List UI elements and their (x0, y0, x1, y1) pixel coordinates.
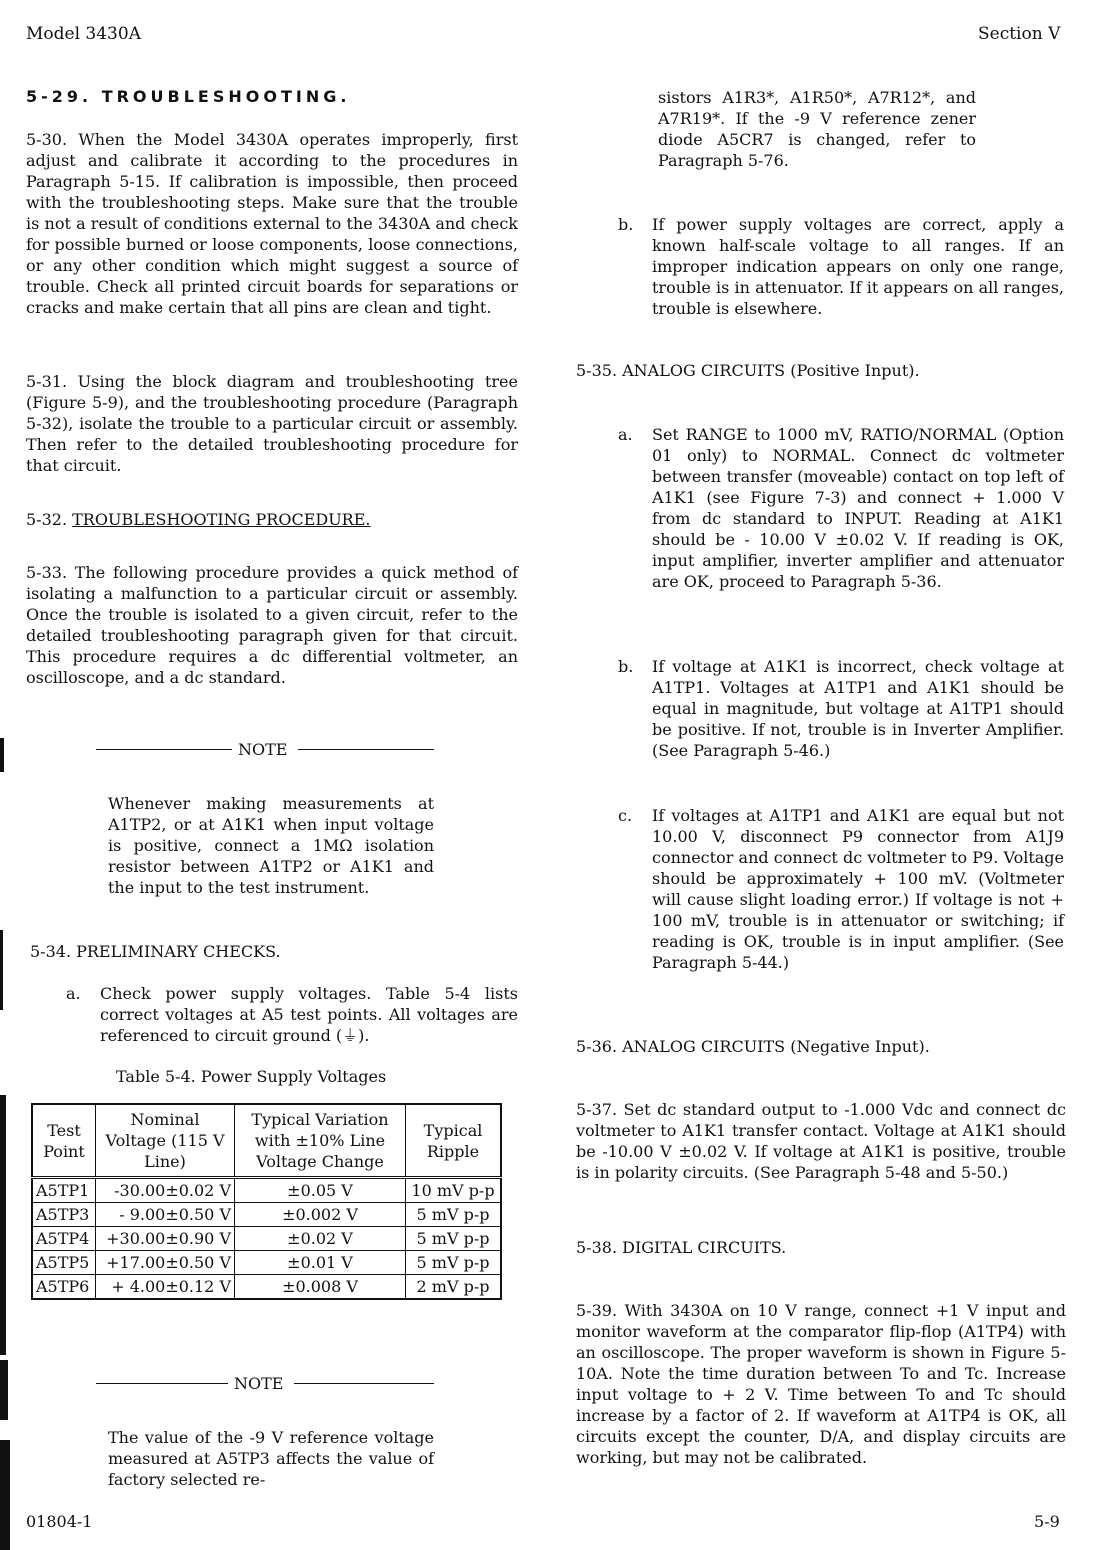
list-label-b: b. (618, 215, 634, 234)
cell-nominal-voltage: +30.00±0.90 V (96, 1227, 235, 1251)
section-heading-troubleshooting: 5-29. TROUBLESHOOTING. (26, 87, 351, 106)
cell-ripple: 10 mV p-p (406, 1178, 502, 1203)
note-label: NOTE (238, 740, 288, 759)
note-label: NOTE (234, 1374, 284, 1393)
cell-nominal-voltage: -30.00±0.02 V (96, 1178, 235, 1203)
table-row (32, 1178, 501, 1203)
note-rule-left (96, 1383, 228, 1384)
cell-variation: ±0.05 V (235, 1178, 406, 1203)
cell-variation: ±0.01 V (235, 1251, 406, 1275)
cell-ripple: 5 mV p-p (406, 1227, 502, 1251)
heading-number: 5-32. (26, 510, 68, 529)
list-label-a: a. (618, 425, 633, 444)
heading-digital-circuits: 5-38. DIGITAL CIRCUITS. (576, 1238, 787, 1257)
heading-analog-positive: 5-35. ANALOG CIRCUITS (Positive Input). (576, 361, 920, 380)
power-supply-voltage-table (31, 1103, 502, 1300)
heading-troubleshooting-procedure (26, 509, 371, 530)
item-a-power-supply: Check power supply voltages. Table 5-4 lists correct voltages at A5 test points. All voltages are referenced to circuit ground (⏚). (100, 984, 518, 1045)
table-row (32, 1251, 501, 1275)
paragraph-5-39: 5-39. With 3430A on 10 V range, connect +1 V input and monitor waveform at the comparator flip-flop (A1TP4) with an oscilloscope. The proper waveform is shown in Figure 5-10A. Note the time duration between To and Tc. Increase input voltage to + 2 V. Time between To and Tc should increase by a factor of 2. If waveform at A1TP4 is OK, all circuits except the counter, D/A, and display circuits are working, but may not be calibrated. (576, 1301, 1066, 1467)
cell-nominal-voltage: + 4.00±0.12 V (96, 1275, 235, 1300)
item-c-disconnect-p9: If voltages at A1TP1 and A1K1 are equal but not 10.00 V, disconnect P9 connector from A1J9 connector and connect dc voltmeter to P9. Voltage should be approximately + 100 mV. (Voltmeter will cause slight loading error.) If voltage is not + 100 mV, trouble is in attenuator or switching; if reading is OK, trouble is in input amplifier. (See Paragraph 5-44.) (652, 806, 1064, 972)
table-header-row (32, 1104, 501, 1178)
note-rule-right (298, 749, 434, 750)
page-header-model: Model 3430A (26, 24, 141, 44)
scan-margin-mark (0, 1360, 8, 1420)
col-header-typical-variation: Typical Variation with ±10% Line Voltage Change (235, 1104, 406, 1178)
page-header-section: Section V (978, 24, 1061, 44)
scan-margin-mark (0, 1095, 6, 1355)
cell-ripple: 5 mV p-p (406, 1251, 502, 1275)
scan-margin-mark (0, 1440, 10, 1550)
cell-ripple: 2 mV p-p (406, 1275, 502, 1300)
note-text-continued: sistors A1R3*, A1R50*, A7R12*, and A7R19*. If the -9 V reference zener diode A5CR7 is changed, refer to Paragraph 5-76. (658, 88, 976, 170)
note-text-reference-voltage: The value of the -9 V reference voltage measured at A5TP3 affects the value of factory selected re- (108, 1428, 434, 1489)
table-row (32, 1227, 501, 1251)
heading-preliminary-checks: 5-34. PRELIMINARY CHECKS. (30, 942, 281, 961)
note-rule-right (294, 1383, 434, 1384)
cell-test-point: A5TP4 (32, 1227, 96, 1251)
col-header-typical-ripple: Typical Ripple (406, 1104, 502, 1178)
cell-variation: ±0.008 V (235, 1275, 406, 1300)
cell-test-point: A5TP6 (32, 1275, 96, 1300)
cell-ripple: 5 mV p-p (406, 1203, 502, 1227)
heading-analog-negative: 5-36. ANALOG CIRCUITS (Negative Input). (576, 1037, 930, 1056)
scan-margin-mark (0, 930, 3, 1010)
cell-variation: ±0.02 V (235, 1227, 406, 1251)
cell-nominal-voltage: +17.00±0.50 V (96, 1251, 235, 1275)
list-label-a: a. (66, 984, 81, 1003)
cell-test-point: A5TP5 (32, 1251, 96, 1275)
cell-test-point: A5TP1 (32, 1178, 96, 1203)
item-a-set-range: Set RANGE to 1000 mV, RATIO/NORMAL (Option 01 only) to NORMAL. Connect dc voltmeter between transfer (moveable) contact on top left of A1K1 (see Figure 7-3) and connect + 1.000 V from dc standard to INPUT. Reading at A1K1 should be - 10.00 V ±0.02 V. If reading is OK, input amplifier, inverter amplifier and attenuator are OK, proceed to Paragraph 5-36. (652, 425, 1064, 591)
item-b-half-scale: If power supply voltages are correct, apply a known half-scale voltage to all ranges. If an improper indication appears on only one range, trouble is in attenuator. If it appears on all ranges, trouble is elsewhere. (652, 215, 1064, 318)
paragraph-5-30: 5-30. When the Model 3430A operates improperly, first adjust and calibrate it according to the procedures in Paragraph 5-15. If calibration is impossible, then proceed with the troubleshooting steps. Make sure that the trouble is not a result of conditions external to the 3430A and check for possible burned or loose components, loose connections, or any other condition which might suggest a source of trouble. Check all printed circuit boards for separations or cracks and make certain that all pins are clean and tight. (26, 130, 518, 317)
paragraph-5-31: 5-31. Using the block diagram and troubleshooting tree (Figure 5-9), and the troubleshooting procedure (Paragraph 5-32), isolate the trouble to a particular circuit or assembly. Then refer to the detailed troubleshooting procedure for that circuit. (26, 372, 518, 475)
note-rule-left (96, 749, 232, 750)
table-row (32, 1203, 501, 1227)
cell-test-point: A5TP3 (32, 1203, 96, 1227)
paragraph-5-37: 5-37. Set dc standard output to -1.000 Vdc and connect dc voltmeter to A1K1 transfer contact. Voltage at A1K1 should be -10.00 V ±0.02 V. If voltage at A1K1 is positive, trouble is in polarity circuits. (See Paragraph 5-48 and 5-50.) (576, 1100, 1066, 1182)
scan-margin-mark (0, 738, 4, 772)
table-row (32, 1275, 501, 1300)
col-header-nominal-voltage: Nominal Voltage (115 V Line) (96, 1104, 235, 1178)
item-b-check-voltage: If voltage at A1K1 is incorrect, check voltage at A1TP1. Voltages at A1TP1 and A1K1 should be equal in magnitude, but voltage at A1TP1 should be positive. If not, trouble is in Inverter Amplifier. (See Paragraph 5-46.) (652, 657, 1064, 760)
list-label-b: b. (618, 657, 634, 676)
table-caption: Table 5-4. Power Supply Voltages (116, 1067, 387, 1086)
heading-text: TROUBLESHOOTING PROCEDURE. (72, 510, 371, 529)
note-text-isolation: Whenever making measurements at A1TP2, or at A1K1 when input voltage is positive, connect a 1MΩ isolation resistor between A1TP2 or A1K1 and the input to the test instrument. (108, 794, 434, 897)
page-footer-doc-number: 01804-1 (26, 1512, 93, 1531)
cell-nominal-voltage: - 9.00±0.50 V (96, 1203, 235, 1227)
list-label-c: c. (618, 806, 633, 825)
col-header-test-point: Test Point (32, 1104, 96, 1178)
paragraph-5-33: 5-33. The following procedure provides a quick method of isolating a malfunction to a particular circuit or assembly. Once the trouble is isolated to a given circuit, refer to the detailed troubleshooting paragraph given for that circuit. This procedure requires a dc differential voltmeter, an oscilloscope, and a dc standard. (26, 563, 518, 687)
page-footer-page-number: 5-9 (1034, 1512, 1060, 1531)
cell-variation: ±0.002 V (235, 1203, 406, 1227)
